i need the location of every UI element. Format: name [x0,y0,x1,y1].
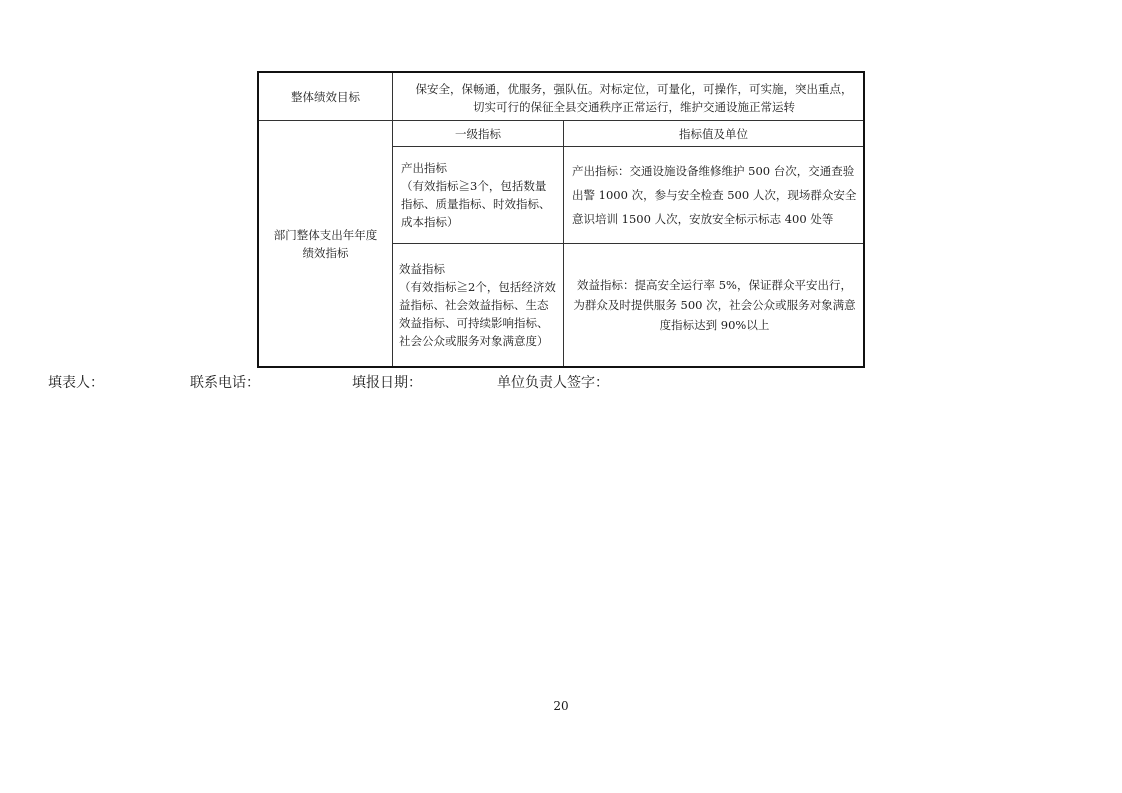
page-number: 20 [553,699,569,713]
output-indicator: 产出指标 （有效指标≧3个，包括数量指标、质量指标、时效指标、成本指标） [401,161,551,229]
phone-label: 联系电话： [190,375,260,391]
overall-goal-label: 整体绩效目标 [291,89,360,104]
header-level1: 一级指标 [455,126,501,141]
benefit-indicator: 效益指标 （有效指标≧2个，包括经济效益指标、社会效益指标、生态效益指标、可持续影响指标、社会公众或服务对象满意度） [399,262,556,348]
date-label: 填报日期： [352,375,422,391]
filler-label: 填表人： [48,375,104,391]
overall-goal-text: 保安全，保畅通，优服务，强队伍。对标定位，可量化，可操作，可实施，突出重点，切实可行的保征全县交通秩序正常运行，维护交通设施正常运转 [415,81,853,114]
header-value: 指标值及单位 [679,126,748,141]
signature-label: 单位负责人签字： [497,375,609,391]
performance-table [257,71,865,368]
benefit-value: 效益指标：提高安全运行率 5%，保证群众平安出行，为群众及时提供服务 500 次，社会公众或服务对象满意度指标达到 90%以上 [573,278,856,332]
output-value: 产出指标：交通设施设备维修维护 500 台次，交通查验出警 1000 次，参与安全检查 500 人次，现场群众安全意识培训 1500 人次，安放安全标示标志 400 处等 [572,164,857,226]
annual-indicator-label: 部门整体支出年年度绩效指标 [273,227,378,260]
